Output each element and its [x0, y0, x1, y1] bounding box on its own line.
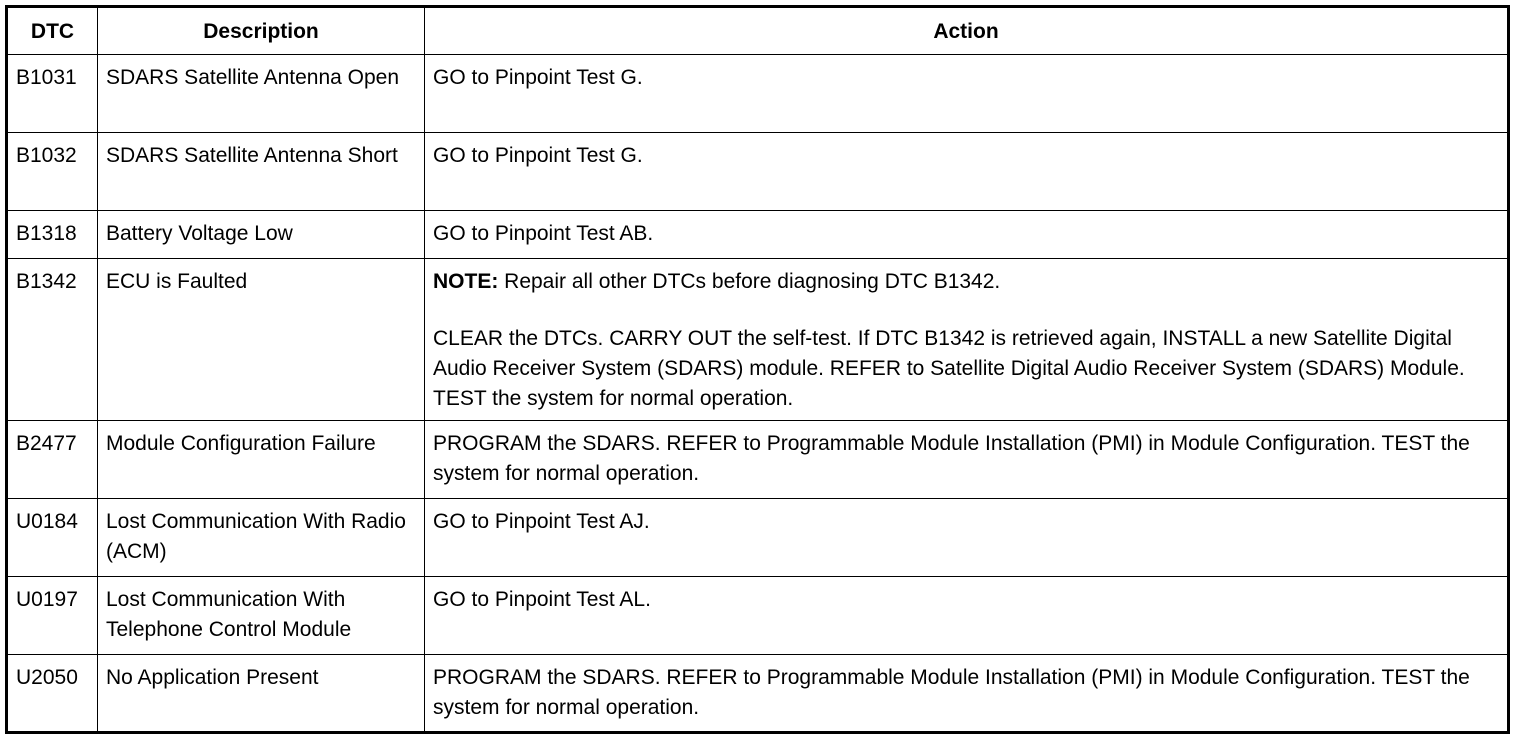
note-text: Repair all other DTCs before diagnosing DTC B1342. [498, 270, 1001, 293]
table-row [7, 211, 1509, 259]
table-row [7, 655, 1509, 733]
dtc-description: ECU is Faulted [98, 259, 425, 421]
dtc-code: U0184 [7, 499, 98, 577]
table-row [7, 499, 1509, 577]
dtc-code: U2050 [7, 655, 98, 733]
dtc-code: B1342 [7, 259, 98, 421]
dtc-description: Battery Voltage Low [98, 211, 425, 259]
dtc-code: B2477 [7, 421, 98, 499]
table-row [7, 421, 1509, 499]
note-label: NOTE: [433, 270, 499, 293]
table-row [7, 259, 1509, 421]
dtc-table [5, 5, 1510, 734]
dtc-action [425, 259, 1509, 421]
dtc-action: GO to Pinpoint Test AL. [425, 577, 1509, 655]
table-row [7, 577, 1509, 655]
table-header-row [7, 7, 1509, 55]
action-paragraph: CLEAR the DTCs. CARRY OUT the self-test. If DTC B1342 is retrieved again, INSTALL a new Satellite Digital Audio Receiver System (SDARS) module. REFER to Satellite Digital Audio Receiver System (SDARS) Module. TEST the system for normal operation. [433, 327, 1465, 410]
dtc-action: PROGRAM the SDARS. REFER to Programmable Module Installation (PMI) in Module Configuration. TEST the system for normal operation. [425, 421, 1509, 499]
header-action: Action [425, 7, 1509, 55]
dtc-code: B1031 [7, 55, 98, 133]
header-dtc: DTC [7, 7, 98, 55]
dtc-action: PROGRAM the SDARS. REFER to Programmable Module Installation (PMI) in Module Configuration. TEST the system for normal operation. [425, 655, 1509, 733]
note-paragraph [433, 267, 1499, 297]
dtc-code: B1318 [7, 211, 98, 259]
dtc-action: GO to Pinpoint Test AB. [425, 211, 1509, 259]
dtc-description: No Application Present [98, 655, 425, 733]
dtc-action: GO to Pinpoint Test G. [425, 55, 1509, 133]
header-description: Description [98, 7, 425, 55]
dtc-description: Lost Communication With Radio (ACM) [98, 499, 425, 577]
dtc-description: SDARS Satellite Antenna Short [98, 133, 425, 211]
table-row [7, 55, 1509, 133]
dtc-description: Lost Communication With Telephone Control Module [98, 577, 425, 655]
dtc-code: U0197 [7, 577, 98, 655]
dtc-description: Module Configuration Failure [98, 421, 425, 499]
table-row [7, 133, 1509, 211]
dtc-description: SDARS Satellite Antenna Open [98, 55, 425, 133]
dtc-action: GO to Pinpoint Test AJ. [425, 499, 1509, 577]
dtc-action: GO to Pinpoint Test G. [425, 133, 1509, 211]
dtc-code: B1032 [7, 133, 98, 211]
